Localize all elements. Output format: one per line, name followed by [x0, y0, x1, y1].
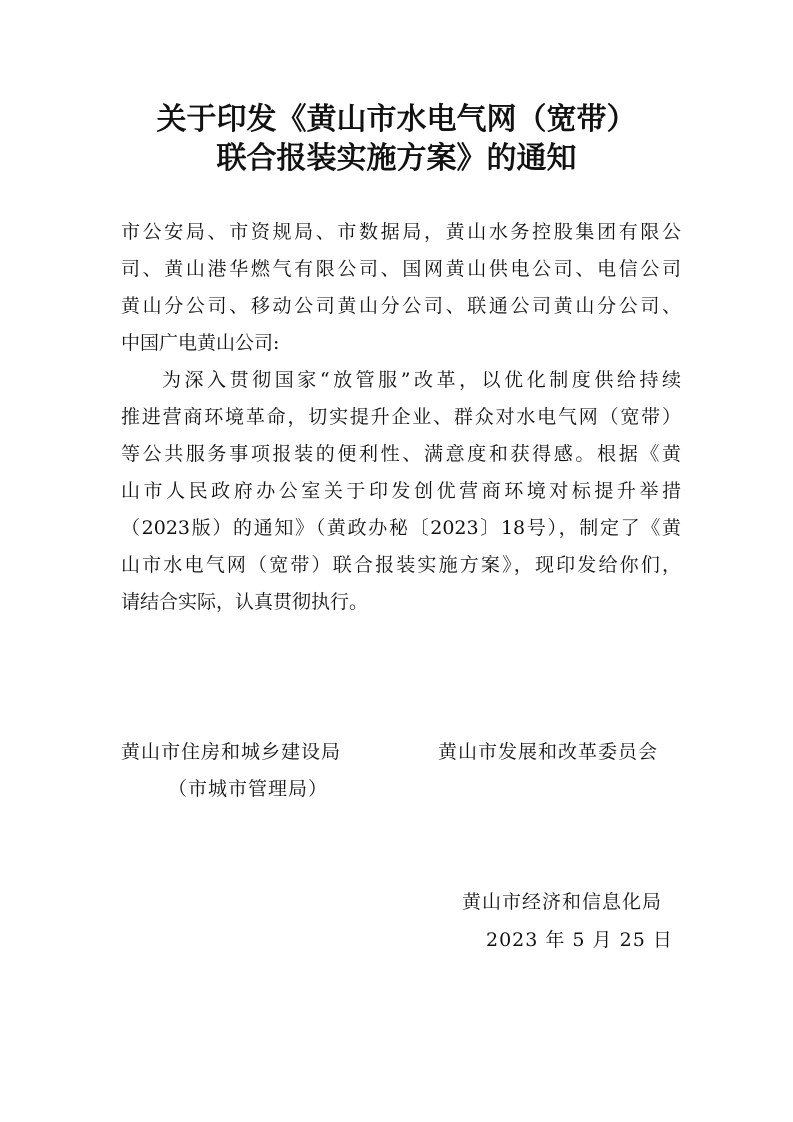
addressee-line-2: 司、黄山港华燃气有限公司、国网黄山供电公司、电信公司: [121, 258, 681, 280]
signature-date: 2023 年 5 月 25 日: [486, 929, 673, 951]
addressee-line-4: 中国广电黄山公司:: [121, 332, 280, 354]
document-title-line-2: 联合报装实施方案》的通知: [216, 141, 577, 176]
document-title-line-1: 关于印发《黄山市水电气网（宽带）: [156, 102, 637, 137]
body-line-2: 推进营商环境革命，切实提升企业、群众对水电气网（宽带）: [121, 406, 681, 428]
signature-left-org: 黄山市住房和城乡建设局: [121, 741, 342, 763]
body-line-1: 为深入贯彻国家“放管服”改革，以优化制度供给持续: [162, 369, 681, 391]
body-line-7: 请结合实际，认真贯彻执行。: [121, 591, 369, 613]
signature-bottom-org: 黄山市经济和信息化局: [462, 891, 663, 913]
body-line-4: 山市人民政府办公室关于印发创优营商环境对标提升举措: [121, 480, 681, 502]
addressee-line-3: 黄山分公司、移动公司黄山分公司、联通公司黄山分公司、: [121, 295, 681, 317]
body-line-6: 山市水电气网（宽带）联合报装实施方案》，现印发给你们，: [121, 554, 681, 576]
signature-right-org: 黄山市发展和改革委员会: [438, 741, 659, 763]
signature-left-org-sub: （市城市管理局）: [168, 778, 329, 800]
body-line-5: （2023版）的通知》（黄政办秘〔2023〕18号），制定了《黄: [121, 517, 681, 539]
body-line-3: 等公共服务事项报装的便利性、满意度和获得感。根据《黄: [121, 443, 681, 465]
addressee-line-1: 市公安局、市资规局、市数据局，黄山水务控股集团有限公: [121, 221, 681, 243]
